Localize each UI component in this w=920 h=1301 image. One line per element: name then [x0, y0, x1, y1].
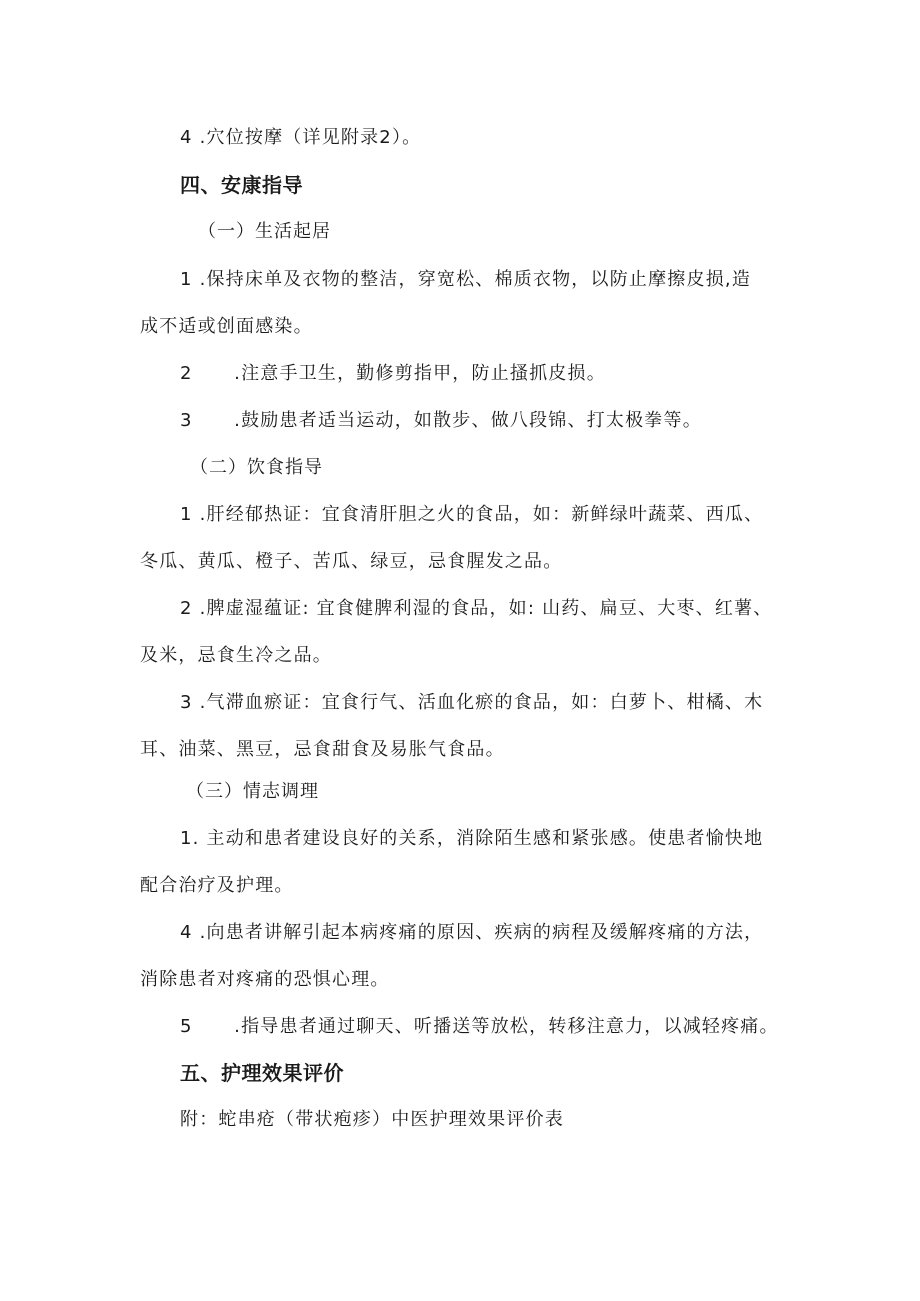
paragraph-emotion-4-line-2: 消除患者对疼痛的恐惧心理。 — [140, 969, 390, 990]
section-five-title: 五、护理效果评价 — [180, 1061, 344, 1085]
paragraph-diet-2-line-2: 及米，忌食生冷之品。 — [140, 645, 332, 666]
paragraph-emotion-4-line-1: 4 .向患者讲解引起本病疼痛的原因、疾病的病程及缓解疼痛的方法， — [180, 922, 764, 943]
paragraph-diet-3-line-2: 耳、油菜、黑豆，忌食甜食及易胀气食品。 — [140, 739, 505, 760]
paragraph-daily-2: 2 .注意手卫生，勤修剪指甲，防止搔抓皮损。 — [180, 363, 606, 384]
paragraph-diet-2-line-1: 2 .脾虚湿蕴证: 宜食健脾利湿的食品，如: 山药、扁豆、大枣、红薯、 — [180, 598, 773, 619]
subsection-daily-life-title: （一）生活起居 — [198, 221, 331, 242]
subsection-diet-title: （二）饮食指导 — [190, 457, 323, 478]
paragraph-daily-1-line-1: 1 .保持床单及衣物的整洁，穿宽松、棉质衣物，以防止摩擦皮损,造 — [180, 269, 752, 290]
paragraph-acupoint-massage: 4 .穴位按摩（详见附录2）。 — [180, 127, 422, 148]
paragraph-daily-1-line-2: 成不适或创面感染。 — [140, 316, 313, 337]
paragraph-diet-1-line-2: 冬瓜、黄瓜、橙子、苦瓜、绿豆，忌食腥发之品。 — [140, 551, 563, 572]
paragraph-emotion-1-line-2: 配合治疗及护理。 — [140, 875, 294, 896]
paragraph-diet-1-line-1: 1 .肝经郁热证：宜食清肝胆之火的食品，如：新鲜绿叶蔬菜、西瓜、 — [180, 504, 764, 525]
section-four-title: 四、安康指导 — [180, 173, 303, 197]
appendix-note: 附：蛇串疮（带状疱疹）中医护理效果评价表 — [180, 1109, 564, 1130]
paragraph-emotion-1-line-1: 1. 主动和患者建设良好的关系，消除陌生感和紧张感。使患者愉快地 — [180, 828, 764, 849]
paragraph-diet-3-line-1: 3 .气滞血瘀证：宜食行气、活血化瘀的食品，如：白萝卜、柑橘、木 — [180, 692, 764, 713]
paragraph-emotion-5: 5 .指导患者通过聊天、听播送等放松，转移注意力，以减轻疼痛。 — [180, 1016, 779, 1037]
paragraph-daily-3: 3 .鼓励患者适当运动，如散步、做八段锦、打太极拳等。 — [180, 410, 702, 431]
subsection-emotion-title: （三）情志调理 — [186, 781, 319, 802]
